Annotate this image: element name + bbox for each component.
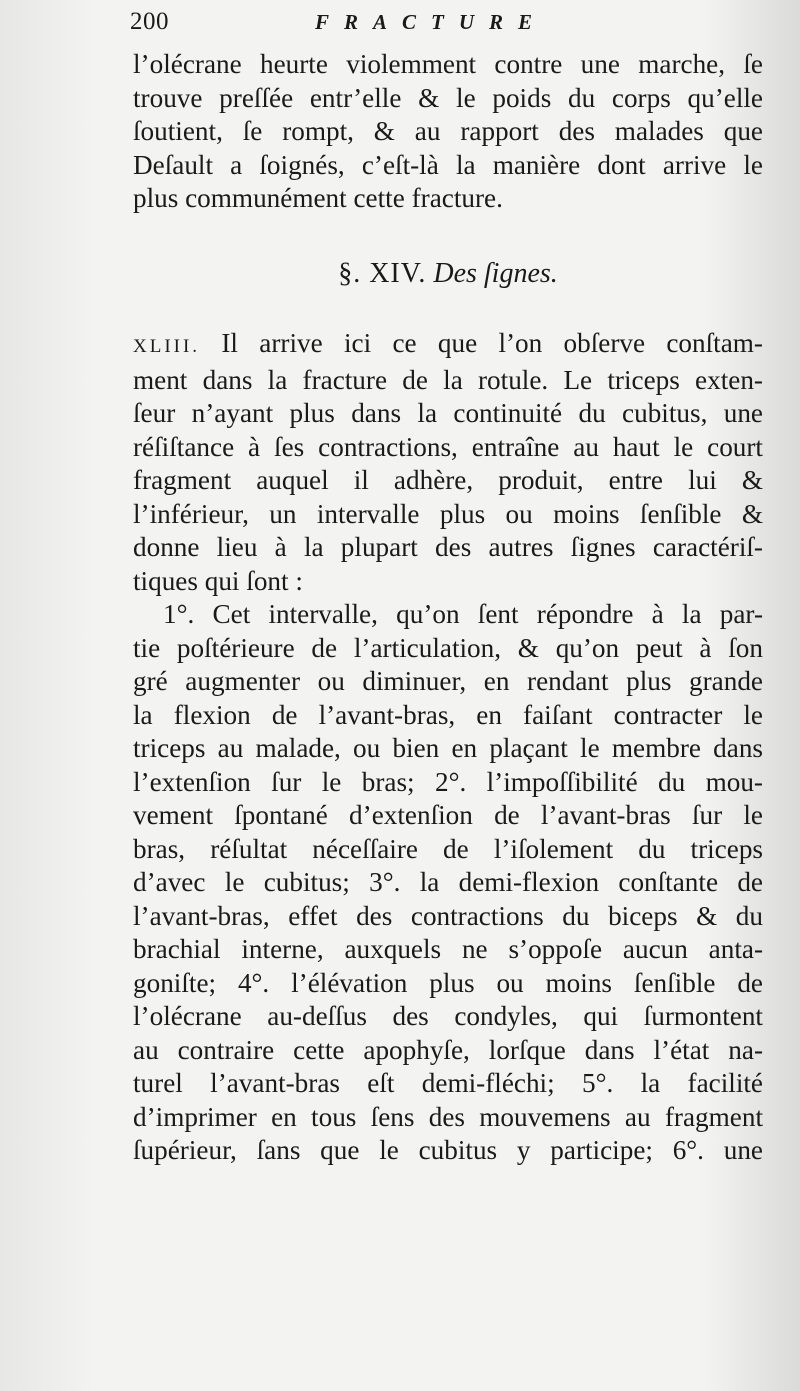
text-line: tie poſtérieure de l’articulation, & qu’on peut à ſon — [133, 632, 763, 663]
text-line: au contraire cette apophyſe, lorſque dans l’état na- — [133, 1034, 763, 1065]
text-line: l’olécrane au-deſſus des condyles, qui ſurmontent — [133, 1001, 763, 1031]
text-line: ſupérieur, ſans que le cubitus y participe; 6°. une — [133, 1135, 763, 1165]
text-line: bras, réſultat néceſſaire de l’iſolement du triceps — [133, 833, 763, 864]
text-line: turel l’avant-bras eſt demi-fléchi; 5°. la facilité — [133, 1068, 763, 1098]
text-line: tiques qui ſont : — [133, 565, 303, 596]
text-line: 1°. Cet intervalle, qu’on ſent répondre à la par- — [163, 599, 763, 629]
text-line: brachial interne, auxquels ne s’oppoſe aucun anta- — [133, 934, 763, 964]
paragraph-marker: XLIII. — [133, 336, 201, 357]
text-line: ment dans la fracture de la rotule. Le triceps exten- — [133, 364, 763, 395]
text-line: Deſault a ſoignés, c’eſt-là la manière dont arrive le — [133, 149, 763, 180]
text-line: la flexion de l’avant-bras, en faiſant contracter le — [133, 699, 763, 730]
text-line: réſiſtance à ſes contractions, entraîne au haut le court — [133, 431, 763, 462]
running-head — [130, 8, 765, 40]
main-paragraph — [133, 327, 763, 1168]
page-number: 200 — [130, 8, 169, 35]
section-title: Des ſignes. — [433, 258, 558, 289]
text-line: vement ſpontané d’extenſion de l’avant-bras ſur le — [133, 800, 763, 830]
text-line: plus communément cette fracture. — [133, 183, 503, 213]
text-line: trouve preſſée entr’elle & le poids du corps qu’elle — [133, 82, 763, 113]
text-line: triceps au malade, ou bien en plaçant le membre dans — [133, 733, 763, 763]
text-line: ſeur n’ayant plus dans la continuité du cubitus, une — [133, 398, 763, 428]
text-line — [133, 327, 763, 364]
text-line: l’olécrane heurte violemment contre une marche, ſe — [133, 49, 763, 79]
text-line: ſoutient, ſe rompt, & au rapport des malades que — [133, 116, 763, 146]
text-line: d’avec le cubitus; 3°. la demi-flexion conſtante de — [133, 867, 763, 897]
section-number: §. XIV. — [338, 258, 427, 289]
running-title: FRACTURE — [315, 10, 548, 34]
section-heading — [133, 258, 763, 290]
text-line: fragment auquel il adhère, produit, entre lui & — [133, 465, 763, 495]
text-line: d’imprimer en tous ſens des mouvemens au fragment — [133, 1101, 763, 1132]
text-line: donne lieu à la plupart des autres ſignes caractériſ- — [133, 532, 763, 562]
text-line: l’extenſion ſur le bras; 2°. l’impoſſibilité du mou- — [133, 766, 763, 797]
text-line: gré augmenter ou diminuer, en rendant plus grande — [133, 666, 763, 696]
top-paragraph — [133, 48, 763, 216]
text-line: l’inférieur, un intervalle plus ou moins ſenſible & — [133, 498, 763, 529]
text-line: goniſte; 4°. l’élévation plus ou moins ſenſible de — [133, 967, 763, 998]
text-line: l’avant-bras, effet des contractions du biceps & du — [133, 900, 763, 931]
text-line-content: Il arrive ici ce que l’on obſerve conſtam- — [200, 328, 763, 358]
